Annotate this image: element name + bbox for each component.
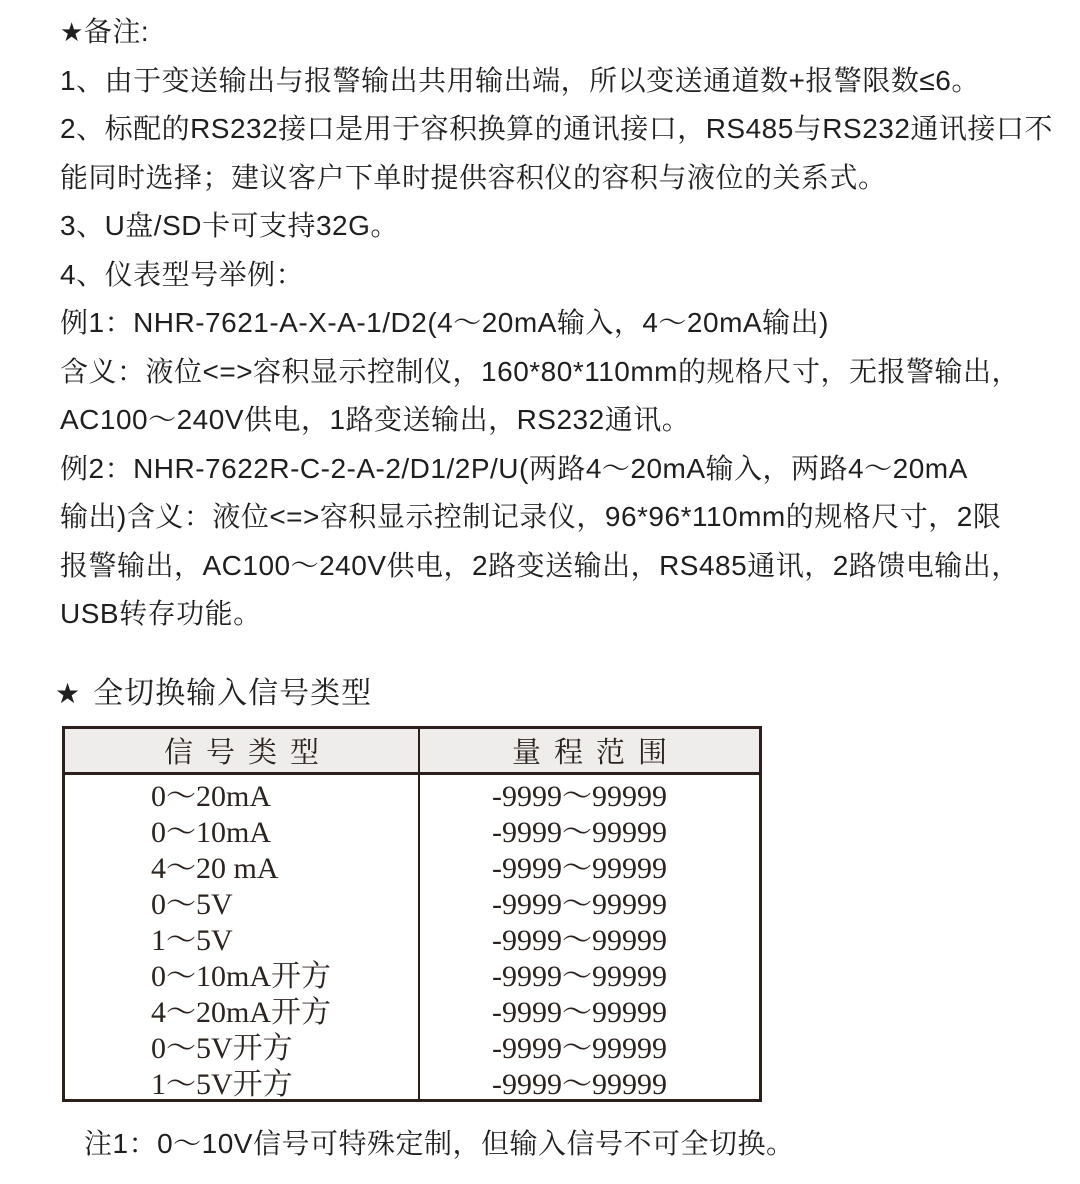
signal-type-cell: 4～20 mA	[65, 847, 420, 883]
table-header-range: 量程范围	[511, 737, 680, 769]
note-line: 输出)含义：液位<=>容积显示控制记录仪，96*96*110mm的规格尺寸，2限	[60, 501, 1002, 532]
notes-section	[60, 8, 1053, 639]
note-line: 例1：NHR-7621-A-X-A-1/D2(4～20mA输入，4～20mA输出)	[60, 307, 829, 338]
table-row	[65, 775, 759, 811]
range-cell: -9999～99999	[492, 924, 667, 957]
table-row	[65, 847, 759, 883]
note-line: 2、标配的RS232接口是用于容积换算的通讯接口，RS485与RS232通讯接口不	[60, 113, 1053, 144]
note-line: 能同时选择；建议客户下单时提供容积仪的容积与液位的关系式。	[60, 161, 887, 193]
table-row	[65, 1063, 759, 1099]
range-cell: -9999～99999	[492, 780, 667, 813]
table-row	[65, 955, 759, 991]
range-cell: -9999～99999	[492, 1032, 667, 1065]
table-row	[65, 919, 759, 955]
signal-type-cell: 4～20mA开方	[65, 991, 420, 1027]
table-row	[65, 811, 759, 847]
section-title: 全切换输入信号类型	[93, 677, 373, 710]
table-row	[65, 991, 759, 1027]
note-line: USB转存功能。	[60, 598, 262, 629]
signal-table	[62, 726, 762, 1102]
note-line: 3、U盘/SD卡可支持32G。	[60, 210, 399, 241]
note-line: 例2：NHR-7622R-C-2-A-2/D1/2P/U(两路4～20mA输入，两路4～20mA	[60, 452, 968, 484]
range-cell: -9999～99999	[492, 816, 667, 849]
signal-type-cell: 1～5V	[65, 919, 420, 955]
table-row	[65, 883, 759, 919]
note-line: 报警输出，AC100～240V供电，2路变送输出，RS485通讯，2路馈电输出，	[60, 549, 1020, 581]
note-line: 4、仪表型号举例：	[60, 258, 305, 290]
star-icon: ★	[55, 678, 82, 709]
range-cell: -9999～99999	[492, 888, 667, 921]
range-cell: -9999～99999	[492, 960, 667, 993]
section-heading	[55, 668, 372, 712]
note-line: 1、由于变送输出与报警输出共用输出端，所以变送通道数+报警限数≤6。	[60, 64, 980, 96]
signal-type-cell: 1～5V开方	[65, 1063, 420, 1099]
star-icon: ★	[60, 17, 84, 47]
note-line: 含义：液位<=>容积显示控制仪，160*80*110mm的规格尺寸，无报警输出，	[60, 355, 1020, 387]
notes-title: 备注:	[83, 16, 150, 47]
range-cell: -9999～99999	[492, 996, 667, 1029]
range-cell: -9999～99999	[492, 852, 667, 885]
signal-type-cell: 0～20mA	[65, 775, 420, 811]
signal-type-cell: 0～10mA开方	[65, 955, 420, 991]
range-cell: -9999～99999	[492, 1068, 667, 1101]
signal-type-cell: 0～10mA	[65, 811, 420, 847]
footnote: 注1：0～10V信号可特殊定制，但输入信号不可全切换。	[84, 1128, 795, 1159]
signal-type-cell: 0～5V开方	[65, 1027, 420, 1063]
table-header-signal-type: 信号类型	[65, 729, 420, 772]
notes-heading	[60, 8, 1040, 57]
note-line: AC100～240V供电，1路变送输出，RS232通讯。	[60, 404, 691, 435]
table-header-row	[65, 729, 759, 775]
table-row	[65, 1027, 759, 1063]
signal-type-cell: 0～5V	[65, 883, 420, 919]
